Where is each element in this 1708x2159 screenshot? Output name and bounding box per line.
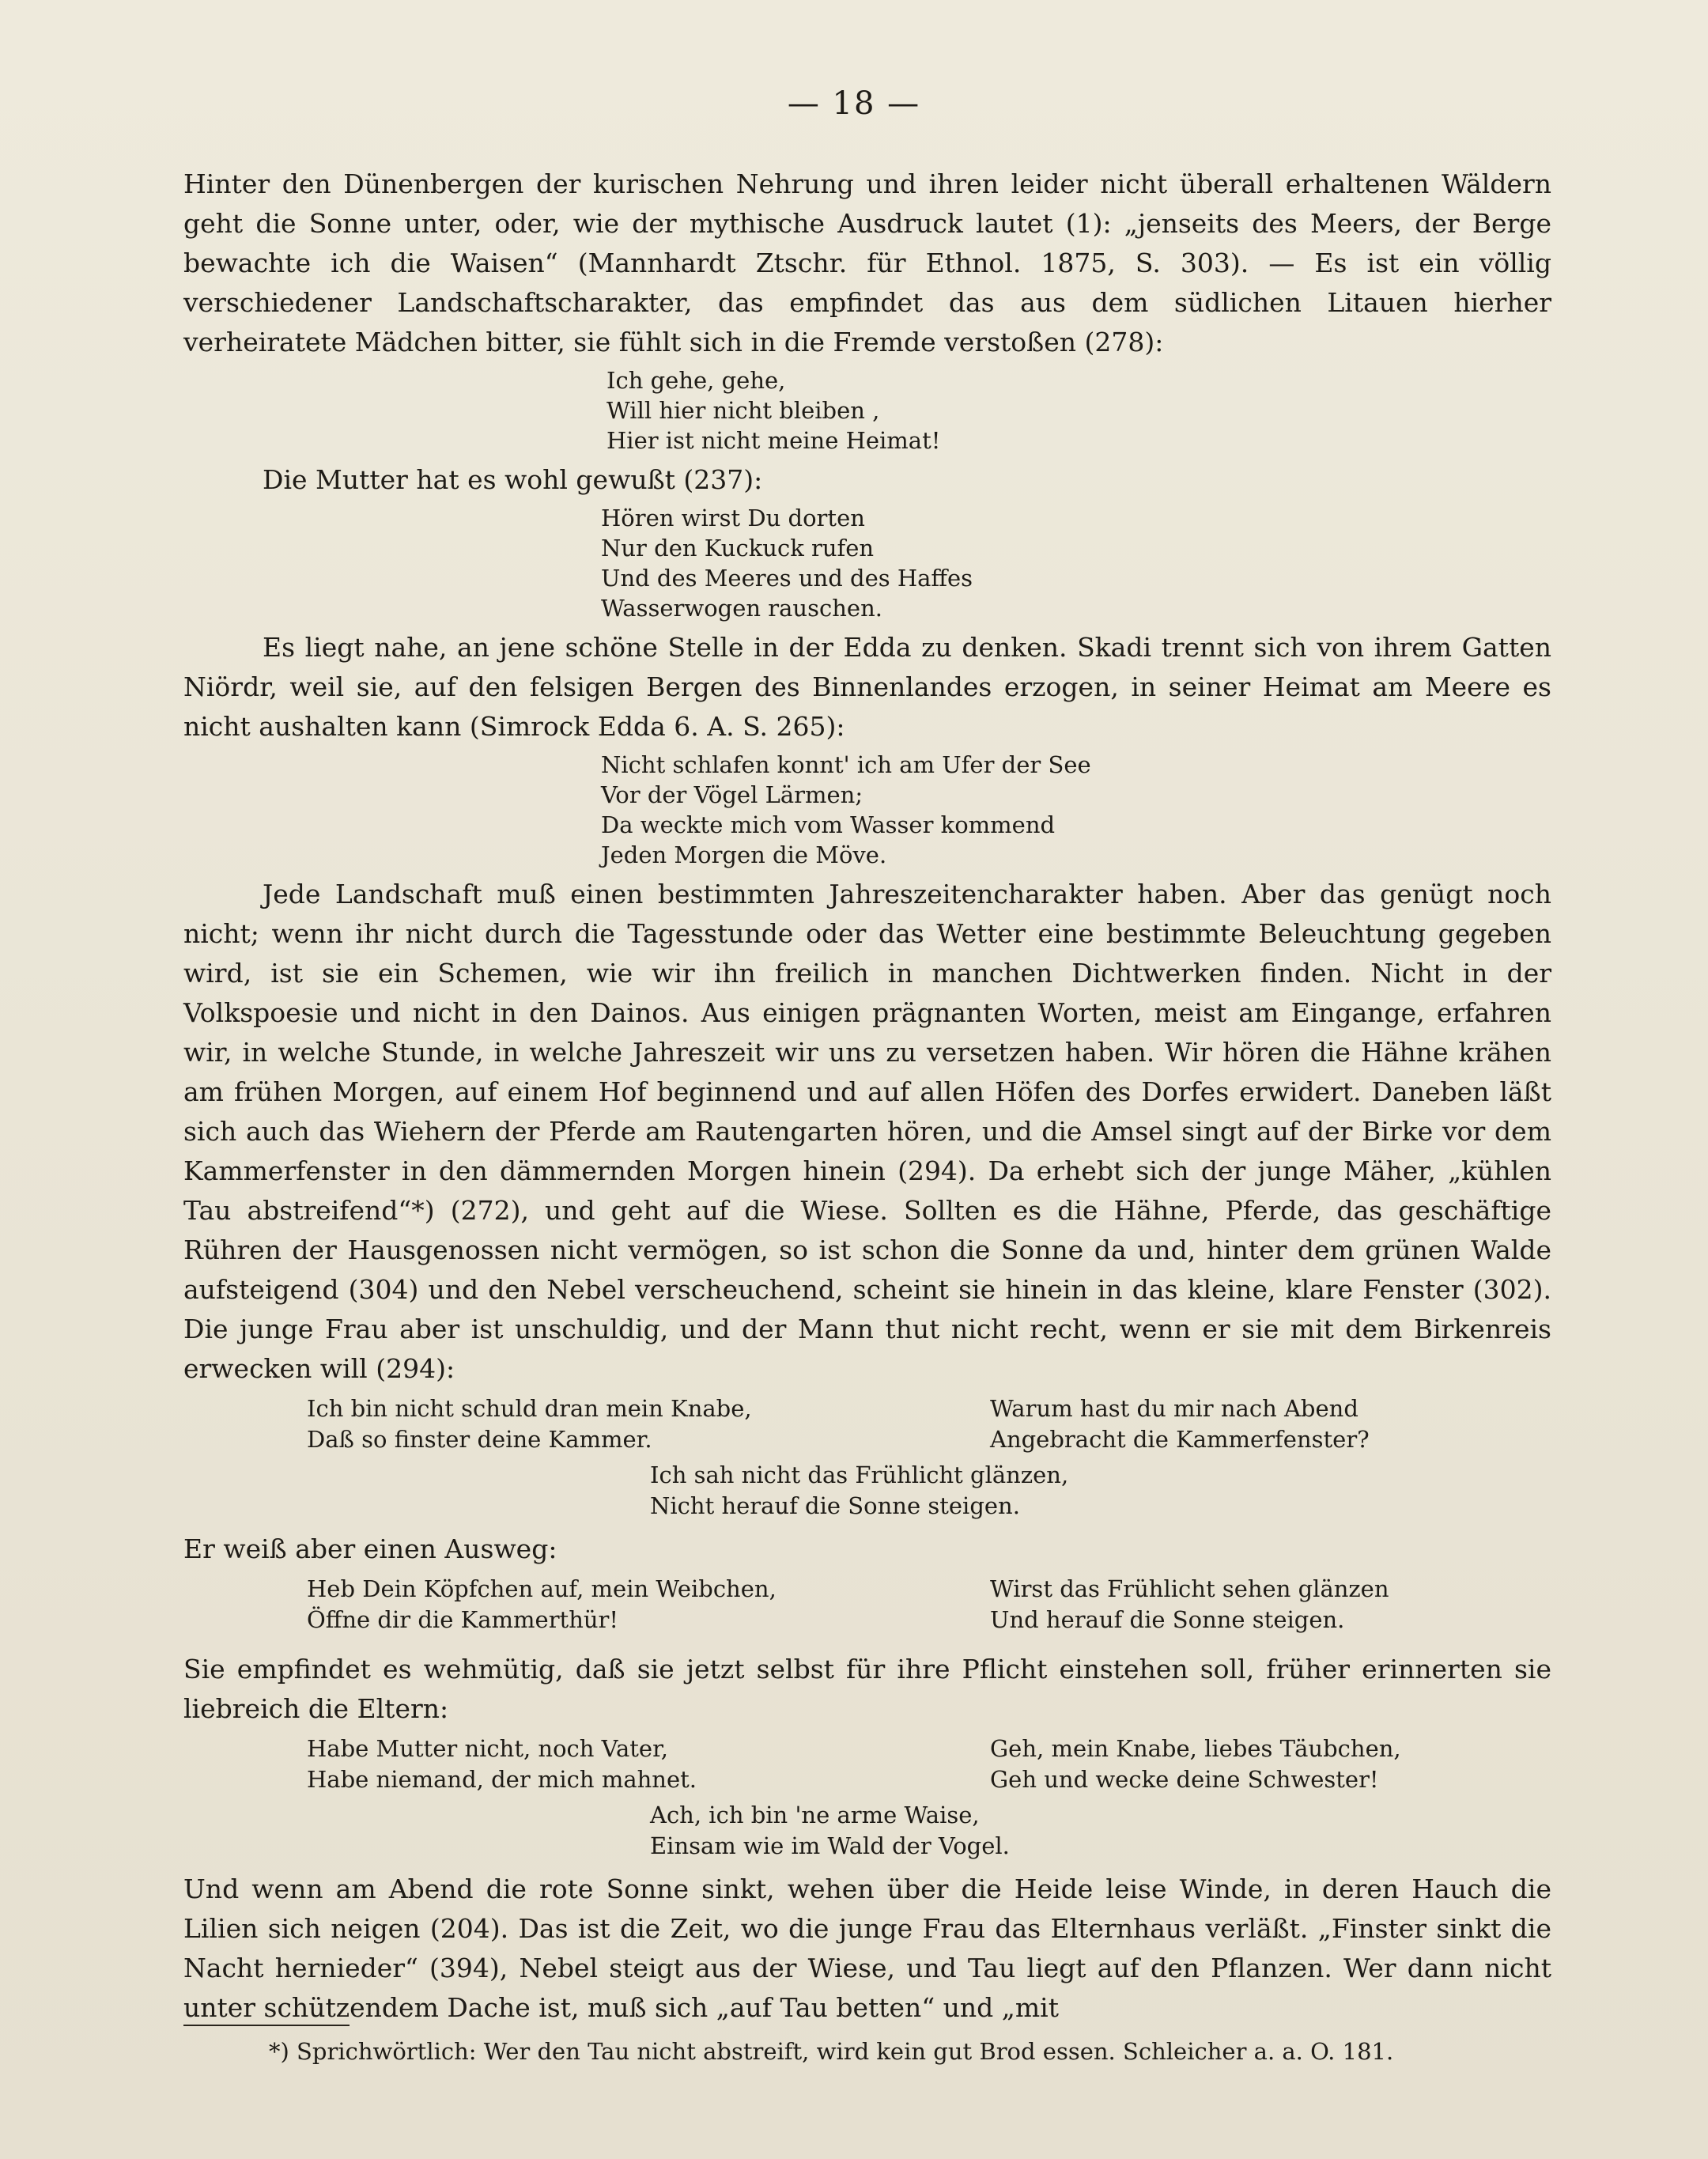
verse-line: Und des Meeres und des Haffes xyxy=(601,565,973,592)
paragraph-5: Er weiß aber einen Ausweg: xyxy=(183,1533,557,1564)
verse-line: Nicht schlafen konnt' ich am Ufer der See xyxy=(601,751,1091,778)
verse-line: Jeden Morgen die Möve. xyxy=(601,841,887,868)
verse-line: Warum hast du mir nach Abend xyxy=(990,1395,1358,1422)
verse-line: Hören wirst Du dorten xyxy=(601,505,865,531)
verse-3 xyxy=(601,750,1551,870)
footnote-divider xyxy=(183,2025,350,2026)
verse-line: Und herauf die Sonne steigen. xyxy=(990,1606,1345,1633)
verse-line: Da weckte mich vom Wasser kommend xyxy=(601,811,1056,838)
verse-line: Einsam wie im Wald der Vogel. xyxy=(650,1832,1010,1859)
verse-line: Heb Dein Köpfchen auf, mein Weibchen, xyxy=(307,1575,777,1602)
verse-5-right xyxy=(990,1574,1389,1635)
page-number: — 18 — xyxy=(787,85,921,122)
paragraph-3: Es liegt nahe, an jene schöne Stelle in der Edda zu denken. Skadi trennt sich von ihrem Gatten Niördr, weil sie, auf den felsigen Bergen des Binnenlandes erzogen, in seiner Heimat am Meere es nicht aushalten kann (Simrock Edda 6. A. S. 265): xyxy=(183,632,1551,742)
verse-line: Ach, ich bin 'ne arme Waise, xyxy=(650,1802,980,1828)
verse-6-left xyxy=(307,1734,697,1795)
verse-6-right xyxy=(990,1734,1401,1795)
verse-line: Angebracht die Kammerfenster? xyxy=(990,1426,1370,1453)
verse-line: Vor der Vögel Lärmen; xyxy=(601,781,863,808)
verse-4-right xyxy=(990,1393,1370,1455)
verse-6-columns xyxy=(183,1734,1551,1798)
paragraph-4: Jede Landschaft muß einen bestimmten Jahreszeitencharakter haben. Aber das genügt noch nicht; wenn ihr nicht durch die Tagesstunde oder das Wetter eine bestimmte Beleuchtung gegeben wird, ist sie ein Schemen, wie wir ihn freilich in manchen Dichtwerken finden. Nicht in der Volkspoesie und nicht in den Dainos. Aus einigen prägnanten Worten, meist am Eingange, erfahren wir, in welche Stunde, in welche Jahreszeit wir uns zu versetzen haben. Wir hören die Hähne krähen am frühen Morgen, auf einem Hof beginnend und auf allen Höfen des Dorfes erwidert. Daneben läßt sich auch das Wiehern der Pferde am Rautengarten hören, und die Amsel singt auf der Birke vor dem Kammerfenster in den dämmernden Morgen hinein (294). Da erhebt sich der junge Mäher, „kühlen Tau abstreifend“*) (272), und geht auf die Wiese. Sollten es die Hähne, Pferde, das geschäftige Rühren der Hausgenossen nicht vermögen, so ist schon die Sonne da und, hinter dem grünen Walde aufsteigend (304) und den Nebel verscheuchend, scheint sie hinein in das kleine, klare Fenster (302). Die junge Frau aber ist unschuldig, und der Mann thut nicht recht, wenn er sie mit dem Birkenreis erwecken will (294): xyxy=(183,879,1551,1384)
verse-line: Wasserwogen rauschen. xyxy=(601,595,882,622)
verse-5-left xyxy=(307,1574,777,1635)
verse-line: Daß so finster deine Kammer. xyxy=(307,1426,652,1453)
paragraph-7: Und wenn am Abend die rote Sonne sinkt, wehen über die Heide leise Winde, in deren Hauch die Lilien sich neigen (204). Das ist die Zeit, wo die junge Frau das Elternhaus verläßt. „Finster sinkt die Nacht hernieder“ (394), Nebel steigt aus der Wiese, und Tau liegt auf den Pflanzen. Wer dann nicht unter schützendem Dache ist, muß sich „auf Tau betten“ und „mit xyxy=(183,1874,1551,2023)
verse-line: Ich sah nicht das Frühlicht glänzen, xyxy=(650,1461,1069,1488)
verse-4-left xyxy=(307,1393,752,1455)
paragraph-2: Die Mutter hat es wohl gewußt (237): xyxy=(263,464,763,495)
verse-line: Geh und wecke deine Schwester! xyxy=(990,1766,1379,1793)
page-body xyxy=(183,164,1551,2028)
verse-line: Nicht herauf die Sonne steigen. xyxy=(650,1492,1020,1519)
paragraph-6: Sie empfindet es wehmütig, daß sie jetzt selbst für ihre Pflicht einstehen soll, früher erinnerten sie liebreich die Eltern: xyxy=(183,1654,1551,1724)
verse-line: Nur den Kuckuck rufen xyxy=(601,535,875,561)
verse-4-columns xyxy=(183,1393,1551,1458)
verse-line: Hier ist nicht meine Heimat! xyxy=(606,427,941,454)
verse-1 xyxy=(606,365,1551,456)
verse-2 xyxy=(601,503,1551,623)
verse-line: Habe niemand, der mich mahnet. xyxy=(307,1766,697,1793)
verse-line: Ich gehe, gehe, xyxy=(606,367,786,394)
paragraph-1: Hinter den Dünenbergen der kurischen Nehrung und ihren leider nicht überall erhaltenen Wäldern geht die Sonne unter, oder, wie der mythische Ausdruck lautet (1): „jenseits des Meers, der Berge bewachte ich die Waisen“ (Mannhardt Ztschr. für Ethnol. 1875, S. 303). — Es ist ein völlig verschiedener Landschaftscharakter, das empfindet das aus dem südlichen Litauen hierher verheiratete Mädchen bitter, sie fühlt sich in die Fremde verstoßen (278): xyxy=(183,168,1551,357)
verse-line: Will hier nicht bleiben , xyxy=(606,397,880,424)
footnote: *) Sprichwörtlich: Wer den Tau nicht abstreift, wird kein gut Brod essen. Schleicher a. a. O. 181. xyxy=(269,2038,1394,2065)
verse-line: Öffne dir die Kammerthür! xyxy=(307,1606,619,1633)
verse-line: Wirst das Frühlicht sehen glänzen xyxy=(990,1575,1389,1602)
verse-5-columns xyxy=(183,1574,1551,1639)
verse-line: Habe Mutter nicht, noch Vater, xyxy=(307,1735,668,1762)
verse-4-center xyxy=(650,1460,1551,1522)
verse-line: Ich bin nicht schuld dran mein Knabe, xyxy=(307,1395,752,1422)
verse-line: Geh, mein Knabe, liebes Täubchen, xyxy=(990,1735,1401,1762)
verse-6-center xyxy=(650,1800,1551,1862)
